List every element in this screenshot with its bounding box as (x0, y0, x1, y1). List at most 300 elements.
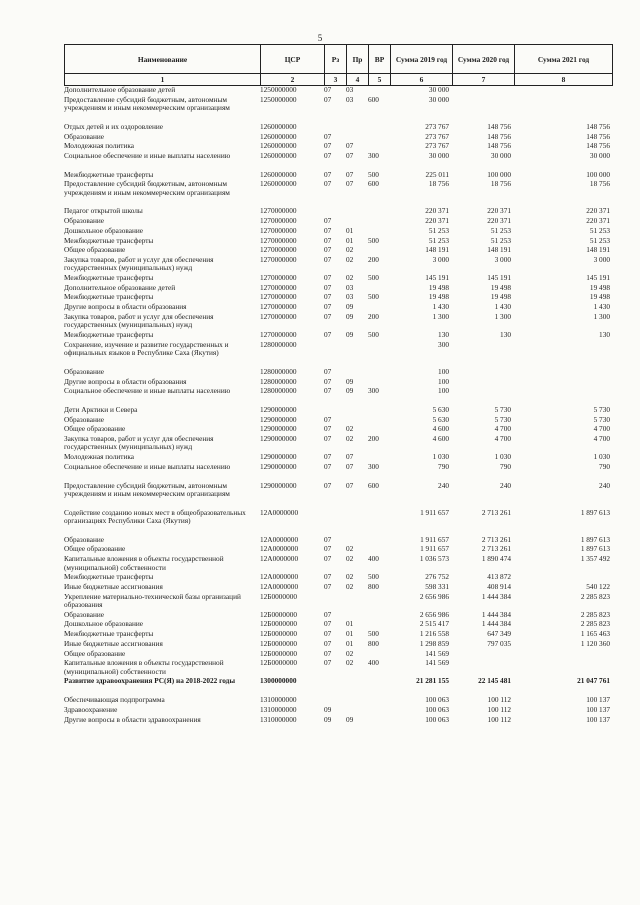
row-sum-2020: 220 371 (487, 207, 511, 216)
row-csr: 1250000000 (260, 95, 297, 104)
row-sum-2019: 1 911 657 (420, 535, 449, 544)
row-sum-2021: 1 300 (593, 312, 610, 321)
row-sum-2021: 5 730 (593, 405, 610, 414)
row-csr: 1280000000 (260, 340, 297, 349)
row-sum-2019: 1 298 859 (419, 639, 449, 648)
column-numbers-row (65, 74, 613, 86)
column-number: 7 (453, 74, 515, 86)
row-name: Обеспечивающая подпрограмма (64, 696, 165, 705)
row-sum-2019: 240 (438, 481, 449, 490)
row-name: Социальное обеспечение и иные выплаты населению (64, 151, 231, 160)
row-csr: 1260000000 (260, 142, 297, 151)
row-vr (368, 706, 390, 716)
row-csr: 12Б0000000 (260, 592, 298, 601)
row-sum-2019: 21 281 155 (416, 677, 449, 686)
row-sum-2019: 100 (438, 377, 449, 386)
row-csr: 1260000000 (260, 180, 297, 189)
row-csr: 12А0000000 (260, 508, 299, 517)
row-vr (368, 123, 390, 133)
row-sum-2021: 30 000 (589, 151, 610, 160)
header-name: Наименование (65, 45, 261, 74)
row-rz: 07 (324, 217, 332, 226)
row-rz: 07 (324, 573, 332, 582)
row-name: Межбюджетные трансферты (64, 170, 154, 179)
row-sum-2020: 145 191 (487, 274, 511, 283)
column-number: 8 (515, 74, 613, 86)
row-rz: 07 (324, 582, 332, 591)
table-row (64, 152, 612, 162)
row-sum-2021 (514, 378, 612, 388)
row-csr: 1260000000 (260, 170, 297, 179)
row-sum-2020: 51 253 (490, 236, 511, 245)
row-sum-2019: 30 000 (428, 151, 449, 160)
table-header (64, 44, 613, 86)
row-csr: 1290000000 (260, 453, 297, 462)
row-name: Социальное обеспечение и иные выплаты населению (64, 462, 231, 471)
row-sum-2021: 148 756 (586, 142, 610, 151)
row-rz: 07 (324, 649, 332, 658)
row-name: Социальное обеспечение и иные выплаты населению (64, 387, 231, 396)
row-sum-2019: 1 911 657 (420, 508, 449, 517)
row-csr: 1280000000 (260, 387, 297, 396)
row-vr: 200 (368, 255, 379, 264)
row-pr: 03 (346, 283, 354, 292)
row-rz: 07 (324, 659, 332, 668)
page-number: 5 (317, 33, 323, 43)
row-pr: 02 (346, 255, 354, 264)
row-sum-2020 (452, 368, 514, 378)
row-csr: 1250000000 (260, 86, 297, 94)
row-sum-2020: 148 756 (487, 142, 511, 151)
row-rz: 07 (324, 236, 332, 245)
row-csr: 1270000000 (260, 293, 297, 302)
table-row (64, 659, 612, 677)
column-number: 5 (369, 74, 391, 86)
row-sum-2021: 100 000 (586, 170, 610, 179)
row-csr: 1280000000 (260, 367, 297, 376)
row-name: Предоставление субсидий бюджетным, автономным учреждениям и иным некоммерческим организациям (64, 180, 230, 197)
row-pr: 03 (346, 293, 354, 302)
row-vr (368, 509, 390, 527)
row-csr: 1260000000 (260, 132, 297, 141)
row-pr: 01 (346, 226, 354, 235)
row-rz (324, 123, 346, 133)
table-row (64, 217, 612, 227)
row-rz: 07 (324, 610, 332, 619)
row-csr: 1270000000 (260, 330, 297, 339)
row-sum-2021 (514, 659, 612, 677)
row-pr: 03 (346, 95, 354, 104)
row-vr (368, 378, 390, 388)
row-spacer (64, 397, 612, 406)
row-spacer (64, 687, 612, 696)
row-sum-2020 (452, 387, 514, 397)
row-csr: 1270000000 (260, 207, 297, 216)
table-row (64, 284, 612, 294)
row-pr (346, 207, 368, 217)
row-csr: 12Б0000000 (260, 639, 298, 648)
row-sum-2021: 2 285 823 (580, 610, 610, 619)
row-sum-2019: 51 253 (428, 226, 449, 235)
row-sum-2019: 30 000 (428, 95, 449, 104)
row-vr (368, 716, 390, 726)
row-rz (324, 677, 346, 687)
table-row (64, 677, 612, 687)
row-rz: 07 (324, 639, 332, 648)
row-name: Здравоохранение (64, 705, 118, 714)
row-vr: 500 (368, 170, 379, 179)
row-rz: 07 (324, 180, 332, 189)
row-name: Закупка товаров, работ и услуг для обеспечения государственных (муниципальных) нужд (64, 312, 214, 330)
header-sum-2019: Сумма 2019 год (391, 45, 453, 74)
row-pr: 09 (346, 330, 354, 339)
row-sum-2021: 100 137 (586, 696, 610, 705)
row-csr: 1270000000 (260, 283, 297, 292)
row-rz: 07 (324, 132, 332, 141)
row-pr (346, 133, 368, 143)
row-vr (368, 536, 390, 546)
row-pr: 01 (346, 236, 354, 245)
row-vr: 200 (368, 435, 379, 444)
table-row (64, 416, 612, 426)
table-row (64, 482, 612, 500)
row-rz: 07 (324, 630, 332, 639)
row-rz: 07 (324, 620, 332, 629)
row-vr (368, 284, 390, 294)
row-sum-2019: 276 752 (425, 573, 449, 582)
row-name: Межбюджетные трансферты (64, 293, 154, 302)
row-pr: 01 (346, 630, 354, 639)
table-row (64, 583, 612, 593)
row-sum-2021: 1 430 (593, 303, 610, 312)
row-name: Межбюджетные трансферты (64, 236, 154, 245)
table-row (64, 378, 612, 388)
row-pr (346, 341, 368, 359)
row-rz: 07 (324, 367, 332, 376)
row-rz: 07 (324, 246, 332, 255)
row-vr: 800 (368, 639, 379, 648)
row-vr (368, 696, 390, 706)
row-name: Межбюджетные трансферты (64, 630, 154, 639)
row-vr: 500 (368, 293, 379, 302)
row-name: Образование (64, 535, 104, 544)
row-name: Иные бюджетные ассигнования (64, 582, 163, 591)
row-sum-2019: 225 011 (425, 170, 449, 179)
table-row (64, 142, 612, 152)
row-vr (368, 133, 390, 143)
row-rz: 07 (324, 555, 332, 564)
row-name: Закупка товаров, работ и услуг для обеспечения государственных (муниципальных) нужд (64, 255, 214, 273)
row-pr: 01 (346, 620, 354, 629)
row-name: Содействие созданию новых мест в общеобразовательных организациях Республики Саха (Якутия) (64, 508, 246, 526)
table-body (64, 86, 612, 725)
row-pr: 09 (346, 715, 354, 724)
row-pr: 02 (346, 545, 354, 554)
row-sum-2020: 3 000 (494, 255, 511, 264)
row-name: Дошкольное образование (64, 226, 144, 235)
table-row (64, 207, 612, 217)
table-row (64, 293, 612, 303)
row-csr: 12А0000000 (260, 535, 299, 544)
row-name: Молодежная политика (64, 142, 135, 151)
row-csr: 12Б0000000 (260, 610, 298, 619)
table-row (64, 246, 612, 256)
row-csr: 12А0000000 (260, 582, 299, 591)
row-spacer (64, 500, 612, 509)
row-rz: 07 (324, 303, 332, 312)
row-pr: 01 (346, 639, 354, 648)
row-rz (324, 696, 346, 706)
row-name: Дополнительное образование детей (64, 283, 176, 292)
row-sum-2020: 130 (500, 330, 511, 339)
row-vr: 600 (368, 481, 379, 490)
table-row (64, 463, 612, 473)
row-name: Межбюджетные трансферты (64, 330, 154, 339)
row-sum-2020: 1 430 (494, 303, 511, 312)
row-sum-2019: 4 600 (432, 425, 449, 434)
row-sum-2021: 100 137 (586, 705, 610, 714)
table-row (64, 650, 612, 660)
header-pr: Пр (347, 45, 369, 74)
row-sum-2019: 30 000 (428, 86, 449, 94)
row-pr: 02 (346, 649, 354, 658)
row-name: Межбюджетные трансферты (64, 274, 154, 283)
table-row (64, 96, 612, 114)
row-sum-2021: 4 700 (593, 435, 610, 444)
row-pr (346, 123, 368, 133)
row-sum-2020: 4 700 (494, 425, 511, 434)
row-sum-2021: 2 285 823 (580, 620, 610, 629)
row-rz: 07 (324, 283, 332, 292)
row-sum-2021: 148 756 (586, 122, 610, 131)
row-rz: 07 (324, 545, 332, 554)
row-name: Образование (64, 132, 104, 141)
row-rz (324, 593, 346, 611)
row-pr: 02 (346, 246, 354, 255)
table-row (64, 509, 612, 527)
row-rz: 07 (324, 293, 332, 302)
header-csr: ЦСР (261, 45, 325, 74)
row-sum-2021: 51 253 (589, 226, 610, 235)
row-csr: 1310000000 (260, 705, 297, 714)
row-sum-2020: 1 444 384 (481, 592, 511, 601)
row-name: Другие вопросы в области здравоохранения (64, 715, 201, 724)
row-spacer (64, 473, 612, 482)
row-csr: 12Б0000000 (260, 649, 298, 658)
table-row (64, 303, 612, 313)
row-sum-2019: 5 630 (432, 405, 449, 414)
row-sum-2019: 5 630 (432, 415, 449, 424)
table-row (64, 368, 612, 378)
row-csr: 1260000000 (260, 122, 297, 131)
row-sum-2019: 1 030 (432, 453, 449, 462)
row-csr: 1270000000 (260, 274, 297, 283)
row-name: Общее образование (64, 425, 126, 434)
row-sum-2021: 790 (599, 462, 610, 471)
table-row (64, 593, 612, 611)
row-vr (368, 620, 390, 630)
row-sum-2020: 100 000 (487, 170, 511, 179)
row-rz (324, 406, 346, 416)
row-sum-2020: 22 145 481 (478, 677, 511, 686)
row-name: Образование (64, 367, 104, 376)
row-pr (346, 368, 368, 378)
row-sum-2020 (452, 341, 514, 359)
row-csr: 1270000000 (260, 246, 297, 255)
row-csr: 1270000000 (260, 217, 297, 226)
table-row (64, 274, 612, 284)
row-name: Капитальные вложения в объекты государственной (муниципальной) собственности (64, 659, 224, 676)
row-sum-2021: 148 756 (586, 132, 610, 141)
row-sum-2019: 1 430 (432, 303, 449, 312)
row-rz: 07 (324, 535, 332, 544)
header-rz: Рз (325, 45, 347, 74)
row-sum-2020: 2 713 261 (481, 535, 511, 544)
row-pr: 02 (346, 573, 354, 582)
table-row (64, 545, 612, 555)
table-row (64, 716, 612, 726)
row-pr: 07 (346, 462, 354, 471)
table-row (64, 227, 612, 237)
row-sum-2019: 3 000 (432, 255, 449, 264)
row-sum-2020: 413 872 (487, 573, 511, 582)
row-csr: 1280000000 (260, 377, 297, 386)
row-name: Дополнительное образование детей (64, 86, 176, 94)
row-name: Общее образование (64, 649, 126, 658)
row-rz: 07 (324, 462, 332, 471)
row-sum-2019: 100 063 (425, 715, 449, 724)
row-sum-2020 (452, 659, 514, 677)
row-rz: 07 (324, 425, 332, 434)
row-sum-2019: 4 600 (432, 435, 449, 444)
row-pr: 07 (346, 453, 354, 462)
row-vr: 500 (368, 236, 379, 245)
table-row (64, 313, 612, 331)
row-sum-2019: 19 498 (428, 293, 449, 302)
table-row (64, 630, 612, 640)
row-vr: 400 (368, 659, 379, 668)
row-sum-2019: 141 569 (425, 659, 449, 668)
spacer-cell (64, 500, 612, 509)
row-csr: 12Б0000000 (260, 620, 298, 629)
row-vr (368, 303, 390, 313)
row-name: Сохранение, изучение и развитие государственных и официальных языков в Республике Саха (Якутия) (64, 340, 229, 358)
row-spacer (64, 527, 612, 536)
row-sum-2020: 2 713 261 (481, 508, 511, 517)
row-rz: 07 (324, 86, 332, 94)
row-sum-2020: 240 (500, 481, 511, 490)
row-sum-2019: 1 911 657 (420, 545, 449, 554)
table-row (64, 180, 612, 198)
row-sum-2021: 51 253 (589, 236, 610, 245)
row-csr: 1300000000 (260, 677, 297, 686)
budget-table (64, 44, 612, 725)
table-row (64, 171, 612, 181)
row-name: Дошкольное образование (64, 620, 144, 629)
row-vr (368, 611, 390, 621)
row-sum-2020: 100 112 (487, 696, 511, 705)
row-sum-2021: 19 498 (589, 293, 610, 302)
header-sum-2020: Сумма 2020 год (453, 45, 515, 74)
row-rz: 07 (324, 255, 332, 264)
spacer-cell (64, 397, 612, 406)
row-sum-2021: 220 371 (586, 207, 610, 216)
row-csr: 1270000000 (260, 226, 297, 235)
row-sum-2019: 19 498 (428, 283, 449, 292)
table-row (64, 555, 612, 573)
row-sum-2019: 100 (438, 387, 449, 396)
row-rz: 07 (324, 312, 332, 321)
row-sum-2021: 21 047 761 (577, 677, 610, 686)
row-sum-2021: 1 030 (593, 453, 610, 462)
row-pr (346, 593, 368, 611)
row-vr: 500 (368, 330, 379, 339)
row-sum-2020: 4 700 (494, 435, 511, 444)
row-sum-2021: 148 191 (586, 246, 610, 255)
row-vr (368, 217, 390, 227)
row-pr (346, 509, 368, 527)
row-vr: 300 (368, 387, 379, 396)
row-sum-2020 (452, 96, 514, 114)
row-sum-2019: 148 191 (425, 246, 449, 255)
row-vr (368, 368, 390, 378)
row-sum-2020: 148 756 (487, 132, 511, 141)
row-rz: 07 (324, 330, 332, 339)
row-sum-2019: 1 036 573 (419, 555, 449, 564)
row-rz: 07 (324, 170, 332, 179)
row-pr: 07 (346, 170, 354, 179)
row-name: Молодежная политика (64, 453, 135, 462)
row-vr (368, 425, 390, 435)
row-pr: 02 (346, 274, 354, 283)
row-sum-2019: 100 (438, 367, 449, 376)
row-csr: 1270000000 (260, 255, 297, 264)
spacer-cell (64, 687, 612, 696)
row-rz (324, 207, 346, 217)
row-sum-2021: 100 137 (586, 715, 610, 724)
row-pr: 02 (346, 425, 354, 434)
row-name: Общее образование (64, 545, 126, 554)
row-sum-2020: 647 349 (487, 630, 511, 639)
row-vr: 500 (368, 274, 379, 283)
row-pr: 07 (346, 180, 354, 189)
row-sum-2019: 18 756 (428, 180, 449, 189)
row-sum-2020: 148 191 (487, 246, 511, 255)
table-row (64, 640, 612, 650)
row-sum-2021: 2 285 823 (580, 592, 610, 601)
row-rz: 07 (324, 453, 332, 462)
row-pr: 09 (346, 303, 354, 312)
row-csr: 12Б0000000 (260, 659, 298, 668)
column-number: 6 (391, 74, 453, 86)
row-vr: 600 (368, 95, 379, 104)
table-row (64, 331, 612, 341)
row-vr (368, 227, 390, 237)
table-row (64, 611, 612, 621)
row-name: Педагог открытой школы (64, 207, 143, 216)
row-sum-2021: 1 120 360 (580, 639, 610, 648)
row-csr: 1270000000 (260, 236, 297, 245)
row-vr (368, 341, 390, 359)
row-sum-2020: 5 730 (494, 405, 511, 414)
row-sum-2021 (514, 368, 612, 378)
row-sum-2019: 145 191 (425, 274, 449, 283)
row-sum-2020: 1 890 474 (481, 555, 511, 564)
row-csr: 12А0000000 (260, 545, 299, 554)
row-sum-2021: 1 897 613 (580, 545, 610, 554)
row-sum-2019: 1 300 (432, 312, 449, 321)
row-sum-2020 (452, 86, 514, 96)
